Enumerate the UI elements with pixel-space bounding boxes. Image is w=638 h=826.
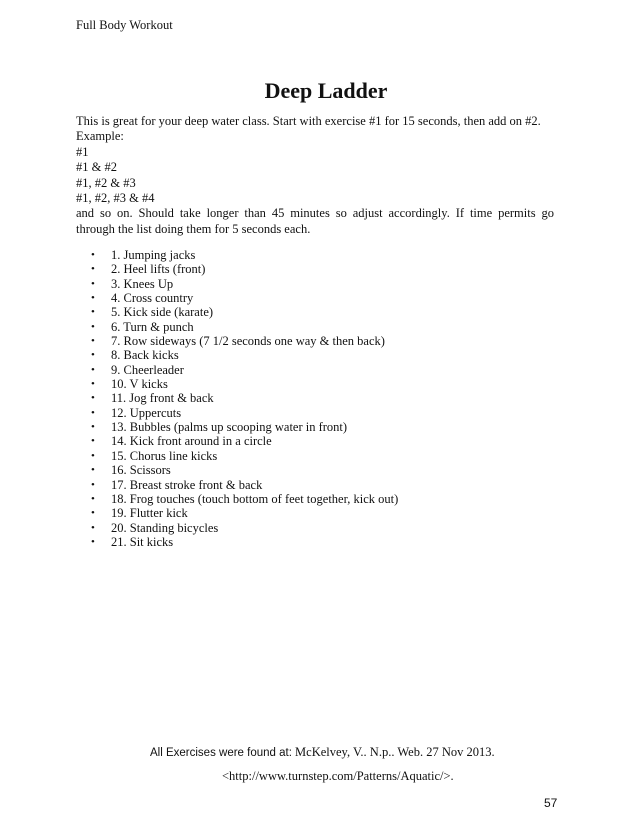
list-item-text: 13. Bubbles (palms up scooping water in front) <box>111 420 348 435</box>
example-line: #1, #2, #3 & #4 <box>76 191 155 206</box>
example-line: #1 & #2 <box>76 160 117 175</box>
bullet-icon: • <box>91 306 95 319</box>
footer-url: <http://www.turnstep.com/Patterns/Aquatic/>. <box>222 769 454 783</box>
list-item <box>76 291 398 305</box>
list-item <box>76 377 398 391</box>
footer-prefix: All Exercises were found at: <box>150 747 292 759</box>
bullet-icon: • <box>91 349 95 362</box>
list-item-text: 6. Turn & punch <box>111 319 194 334</box>
list-item-text: 1. Jumping jacks <box>111 248 196 262</box>
list-item-text: 12. Uppercuts <box>111 405 182 420</box>
list-item-text: 8. Back kicks <box>111 348 179 363</box>
example-line: #1 <box>76 144 89 159</box>
list-item <box>76 434 398 448</box>
list-item <box>76 391 398 405</box>
bullet-icon: • <box>91 435 95 448</box>
list-item-text: 5. Kick side (karate) <box>111 305 214 320</box>
list-item <box>76 277 398 291</box>
bullet-icon: • <box>91 277 95 290</box>
list-item-text: 16. Scissors <box>111 463 171 478</box>
intro-paragraph: This is great for your deep water class. Start with exercise #1 for 15 seconds, then add on #2. <box>76 114 541 128</box>
list-item <box>76 463 398 477</box>
bullet-icon: • <box>91 320 95 333</box>
list-item-text: 17. Breast stroke front & back <box>111 477 263 492</box>
bullet-icon: • <box>91 335 95 348</box>
list-item-text: 19. Flutter kick <box>111 506 188 521</box>
bullet-icon: • <box>91 535 95 548</box>
bullet-icon: • <box>91 392 95 405</box>
list-item <box>76 521 398 535</box>
bullet-icon: • <box>91 464 95 477</box>
bullet-icon: • <box>91 521 95 534</box>
list-item <box>76 478 398 492</box>
intro-section <box>76 114 554 237</box>
list-item <box>76 420 398 434</box>
list-item <box>76 248 398 262</box>
bullet-icon: • <box>91 507 95 520</box>
list-item <box>76 535 398 549</box>
bullet-icon: • <box>91 421 95 434</box>
list-item <box>76 449 398 463</box>
bullet-icon: • <box>91 478 95 491</box>
closing-paragraph: and so on. Should take longer than 45 minutes so adjust accordingly. If time permits go through the list doing them for 5 seconds each. <box>76 206 554 236</box>
list-item-text: 10. V kicks <box>111 377 168 392</box>
running-header: Full Body Workout <box>76 18 173 32</box>
bullet-icon: • <box>91 406 95 419</box>
list-item-text: 3. Knees Up <box>111 276 174 291</box>
list-item <box>76 492 398 506</box>
page-title: Deep Ladder <box>264 78 388 103</box>
list-item-text: 9. Cheerleader <box>111 362 184 377</box>
list-item-text: 15. Chorus line kicks <box>111 448 218 463</box>
bullet-icon: • <box>91 249 95 261</box>
list-item <box>76 320 398 334</box>
bullet-icon: • <box>91 492 95 505</box>
list-item <box>76 305 398 319</box>
list-item <box>76 348 398 362</box>
list-item-text: 20. Standing bicycles <box>111 520 219 535</box>
list-item-text: 14. Kick front around in a circle <box>111 434 272 449</box>
bullet-icon: • <box>91 263 95 276</box>
footer-citation-text: McKelvey, V.. N.p.. Web. 27 Nov 2013. <box>295 745 495 759</box>
list-item-text: 21. Sit kicks <box>111 534 174 549</box>
example-line: #1, #2 & #3 <box>76 175 136 190</box>
bullet-icon: • <box>91 378 95 391</box>
list-item-text: 18. Frog touches (touch bottom of feet together, kick out) <box>111 491 399 506</box>
list-item <box>76 334 398 348</box>
list-item-text: 11. Jog front & back <box>111 391 214 406</box>
exercise-list <box>76 248 398 549</box>
footer-citation <box>150 745 495 760</box>
page-number: 57 <box>544 796 558 810</box>
list-item <box>76 262 398 276</box>
list-item-text: 4. Cross country <box>111 291 194 306</box>
bullet-icon: • <box>91 449 95 462</box>
list-item <box>76 406 398 420</box>
list-item-text: 7. Row sideways (7 1/2 seconds one way & then back) <box>111 334 385 349</box>
bullet-icon: • <box>91 292 95 305</box>
bullet-icon: • <box>91 363 95 376</box>
example-label: Example: <box>76 129 124 144</box>
list-item-text: 2. Heel lifts (front) <box>111 262 206 277</box>
list-item <box>76 506 398 520</box>
list-item <box>76 363 398 377</box>
